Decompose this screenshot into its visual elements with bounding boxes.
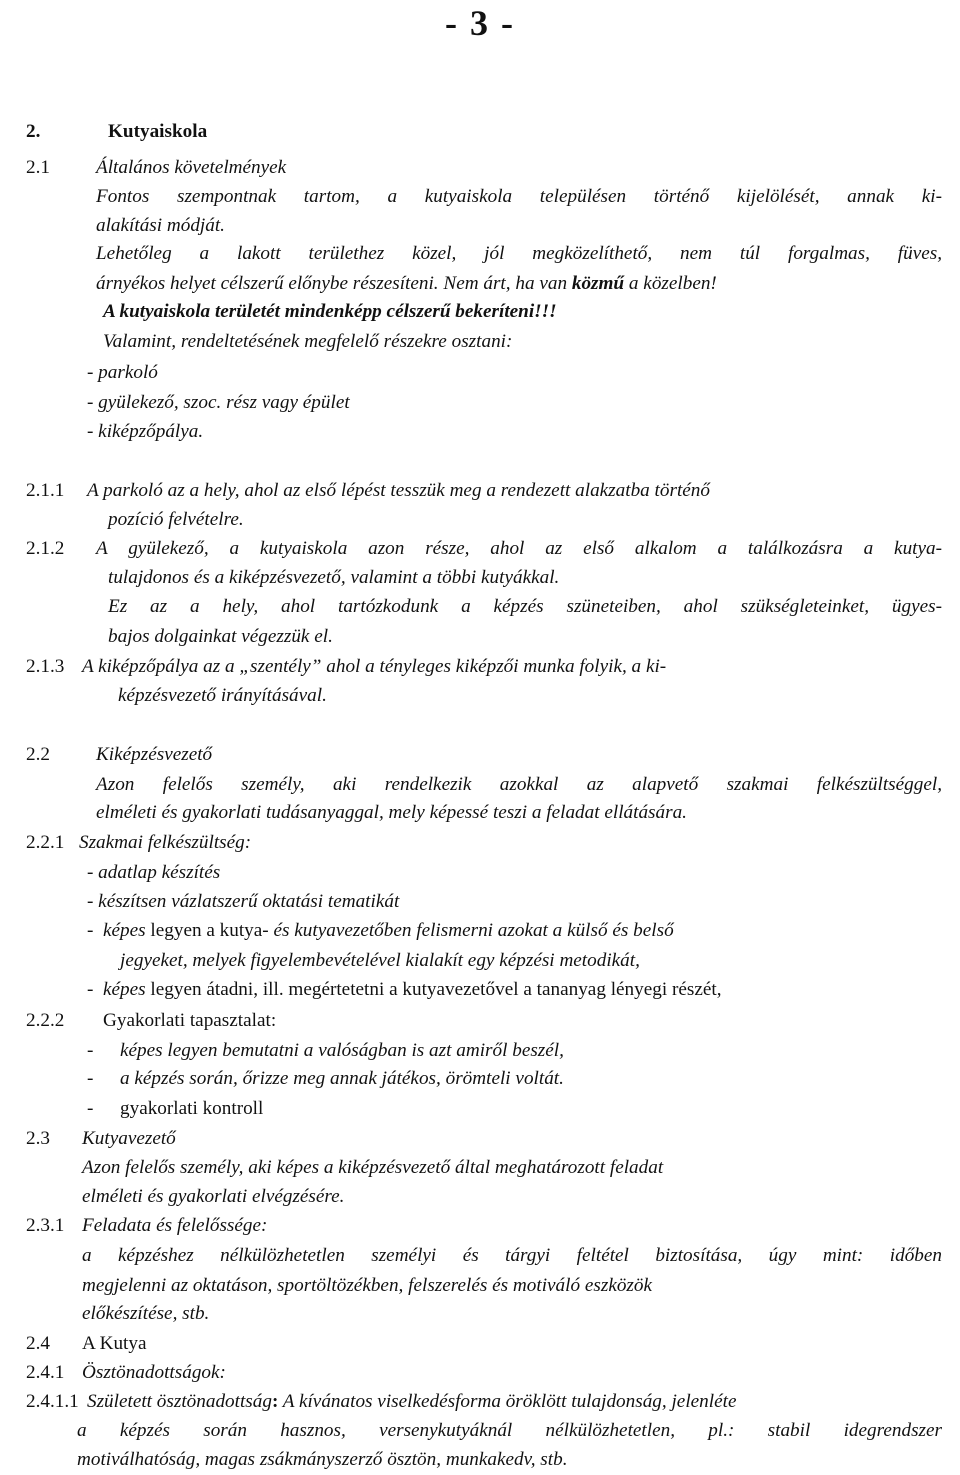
text-segment: A kívánatos viselkedésforma öröklött tulajdonság, jelenléte	[278, 1391, 737, 1412]
list-item: képes legyen bemutatni a valóságban is azt amiről beszél,	[120, 1040, 564, 1061]
section-number: 2.3	[26, 1128, 50, 1149]
text-segment: képes	[102, 920, 146, 941]
text-segment: legyen átadni, ill. megértetetni a kutyavezetővel a tananyag lényegi részét,	[145, 979, 722, 1000]
paragraph-line: bajos dolgainkat végezzük el.	[108, 626, 333, 647]
paragraph-line: Lehetőleg a lakott területhez közel, jól megközelíthető, nem túl forgalmas, füves,	[96, 243, 942, 264]
paragraph-line: Fontos szempontnak tartom, a kutyaiskola településen történő kijelölését, annak ki-	[96, 186, 942, 207]
section-number: 2.3.1	[26, 1215, 65, 1236]
text-segment: Nem árt, ha van	[443, 273, 572, 294]
section-title: Kutyaiskola	[108, 121, 208, 142]
list-dash: -	[87, 1068, 94, 1089]
paragraph-line: megjelenni az oktatáson, sportöltözékben, felszerelés és motiváló eszközök	[82, 1275, 653, 1296]
bold-text: közmű	[571, 273, 625, 294]
text-segment: árnyékos helyet célszerű előnybe részesíteni.	[96, 273, 439, 294]
paragraph-line: pozíció felvételre.	[108, 509, 244, 530]
paragraph-line: Azon felelős személy, aki rendelkezik azokkal az alapvető szakmai felkészültséggel,	[96, 774, 942, 795]
section-title: Általános követelmények	[96, 157, 287, 178]
list-item: a képzés során, őrizze meg annak játékos, örömteli voltát.	[120, 1068, 564, 1089]
section-title: Szakmai felkészültség:	[79, 832, 252, 853]
section-title: Feladata és felelőssége:	[82, 1215, 268, 1236]
list-item: - kiképzőpálya.	[87, 421, 204, 442]
section-number: 2.4.1	[26, 1362, 65, 1383]
list-dash: -	[87, 979, 103, 1000]
text-segment: :	[271, 1391, 279, 1412]
paragraph-line: Valamint, rendeltetésének megfelelő részekre osztani:	[103, 331, 513, 352]
paragraph-line: előkészítése, stb.	[82, 1303, 210, 1324]
list-item	[87, 978, 722, 1002]
paragraph-line: alakítási módját.	[96, 215, 225, 236]
list-dash: -	[87, 1098, 94, 1119]
list-dash: -	[87, 920, 103, 941]
text-segment: - és kutyavezetőben felismerni azokat a külső és belső	[262, 920, 674, 941]
paragraph-line: tulajdonos és a kiképzésvezető, valamint a többi kutyákkal.	[108, 567, 560, 588]
list-item	[87, 919, 674, 943]
paragraph-line: elméleti és gyakorlati elvégzésére.	[82, 1186, 345, 1207]
section-title: Gyakorlati tapasztalat:	[103, 1010, 277, 1031]
section-number: 2.1.3	[26, 656, 65, 677]
paragraph-line: elméleti és gyakorlati tudásanyaggal, mely képessé teszi a feladat ellátására.	[96, 802, 687, 823]
paragraph-line: A parkoló az a hely, ahol az első lépést tesszük meg a rendezett alakzatba történő	[87, 480, 710, 501]
section-number: 2.1.2	[26, 538, 65, 559]
paragraph-line: Ez az a hely, ahol tartózkodunk a képzés szüneteiben, ahol szükségleteinket, ügyes-	[108, 596, 942, 617]
paragraph-line: a képzéshez nélkülözhetetlen személyi és tárgyi feltétel biztosítása, úgy mint: időben	[82, 1245, 942, 1266]
section-number: 2.	[26, 121, 41, 142]
emphasis-line: A kutyaiskola területét mindenképp célszerű bekeríteni!!!	[103, 301, 557, 322]
list-item-continuation: jegyeket, melyek figyelembevételével kialakít egy képzési metodikát,	[120, 950, 640, 971]
section-number: 2.1	[26, 157, 50, 178]
text-segment: legyen a kutya	[145, 920, 263, 941]
page-number-header: - 3 -	[445, 3, 515, 43]
paragraph-line: A gyülekező, a kutyaiskola azon része, ahol az első alkalom a találkozásra a kutya-	[96, 538, 942, 559]
section-title: Kiképzésvezető	[96, 744, 213, 765]
paragraph-line: képzésvezető irányításával.	[118, 685, 327, 706]
list-dash: -	[87, 1040, 94, 1061]
paragraph-line	[87, 1390, 736, 1414]
section-number: 2.2	[26, 744, 50, 765]
paragraph-line: motiválhatóság, magas zsákmányszerző ösztön, munkakedv, stb.	[77, 1449, 568, 1470]
list-item: - készítsen vázlatszerű oktatási tematikát	[87, 891, 400, 912]
section-title: Kutyavezető	[82, 1128, 176, 1149]
section-title: A Kutya	[82, 1333, 147, 1354]
list-item: - parkoló	[87, 362, 158, 383]
section-number: 2.4	[26, 1333, 50, 1354]
paragraph-line	[96, 272, 717, 296]
list-item: gyakorlati kontroll	[120, 1098, 264, 1119]
section-number: 2.2.2	[26, 1010, 65, 1031]
paragraph-line: Azon felelős személy, aki képes a kiképzésvezető által meghatározott feladat	[82, 1157, 664, 1178]
text-segment: képes	[102, 979, 146, 1000]
section-title: Született ösztönadottság	[87, 1391, 272, 1412]
paragraph-line: A kiképzőpálya az a „szentély” ahol a tényleges kiképzői munka folyik, a ki-	[82, 656, 667, 677]
list-item: - gyülekező, szoc. rész vagy épület	[87, 392, 350, 413]
section-number: 2.2.1	[26, 832, 65, 853]
paragraph-line: a képzés során hasznos, versenykutyáknál nélkülözhetetlen, pl.: stabil idegrendszer	[77, 1420, 942, 1441]
section-number: 2.4.1.1	[26, 1391, 79, 1412]
list-item: - adatlap készítés	[87, 862, 221, 883]
section-number: 2.1.1	[26, 480, 65, 501]
section-title: Ösztönadottságok:	[82, 1362, 226, 1383]
text-segment: a közelben!	[624, 273, 717, 294]
